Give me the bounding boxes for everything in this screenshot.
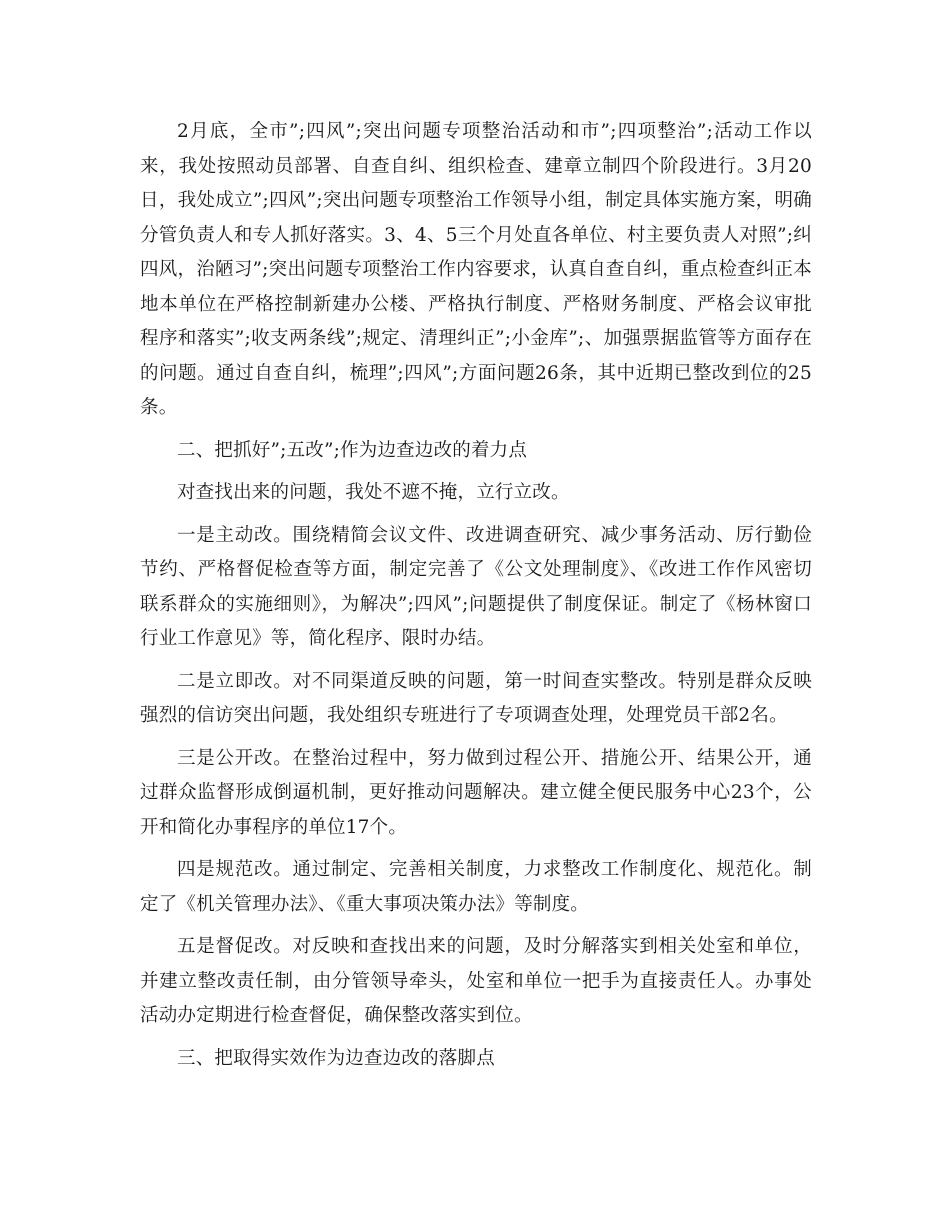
paragraph-supervise-rectify: 五是督促改。对反映和查找出来的问题，及时分解落实到相关处室和单位，并建立整改责任制，由分管领导牵头，处室和单位一把手为直接责任人。办事处活动办定期进行检查督促，确保整改落实到位。 (140, 936, 812, 1026)
paragraph-public-rectify: 三是公开改。在整治过程中，努力做到过程公开、措施公开、结果公开，通过群众监督形成倒逼机制，更好推动问题解决。建立健全便民服务中心23个，公开和简化办事程序的单位17个。 (140, 747, 812, 838)
section-heading-two: 二、把抓好”;五改”;作为边查边改的着力点 (177, 439, 528, 461)
paragraph-standard-rectify: 四是规范改。通过制定、完善相关制度，力求整改工作制度化、规范化。制定了《机关管理办法》、《重大事项决策办法》等制度。 (140, 859, 812, 915)
paragraph-immediate-rectify: 二是立即改。对不同渠道反映的问题，第一时间查实整改。特别是群众反映强烈的信访突出问题，我处组织专班进行了专项调查处理，处理党员干部2名。 (140, 670, 812, 726)
paragraph-intro-rectify: 对查找出来的问题，我处不遮不掩，立行立改。 (177, 482, 570, 503)
section-heading-three: 三、把取得实效作为边查边改的落脚点 (177, 1047, 495, 1069)
paragraph-self-inspection: 2月底，全市”;四风”;突出问题专项整治活动和市”;四项整治”;活动工作以来，我处按照动员部署、自查自纠、组织检查、建章立制四个阶段进行。3月20日，我处成立”;四风”;突出问题专项整治工作领导小组，制定具体实施方案，明确分管负责人和专人抓好落实。3、4、5三个月处直各单位、村主要负责人对照”;纠四风，治陋习”;突出问题专项整治工作内容要求，认真自查自纠，重点检查纠正本地本单位在严格控制新建办公楼、严格执行制度、严格财务制度、严格会议审批程序和落实”;收支两条线”;规定、清理纠正”;小金库”;、加强票据监管等方面存在的问题。通过自查自纠，梳理”;四风”;方面问题26条，其中近期已整改到位的25条。 (140, 121, 812, 418)
document-body (140, 115, 812, 1084)
paragraph-active-rectify: 一是主动改。围绕精简会议文件、改进调查研究、减少事务活动、厉行勤俭节约、严格督促检查等方面，制定完善了《公文处理制度》、《改进工作作风密切联系群众的实施细则》，为解决”;四风”;问题提供了制度保证。制定了《杨林窗口行业工作意见》等，简化程序、限时办结。 (140, 524, 812, 649)
